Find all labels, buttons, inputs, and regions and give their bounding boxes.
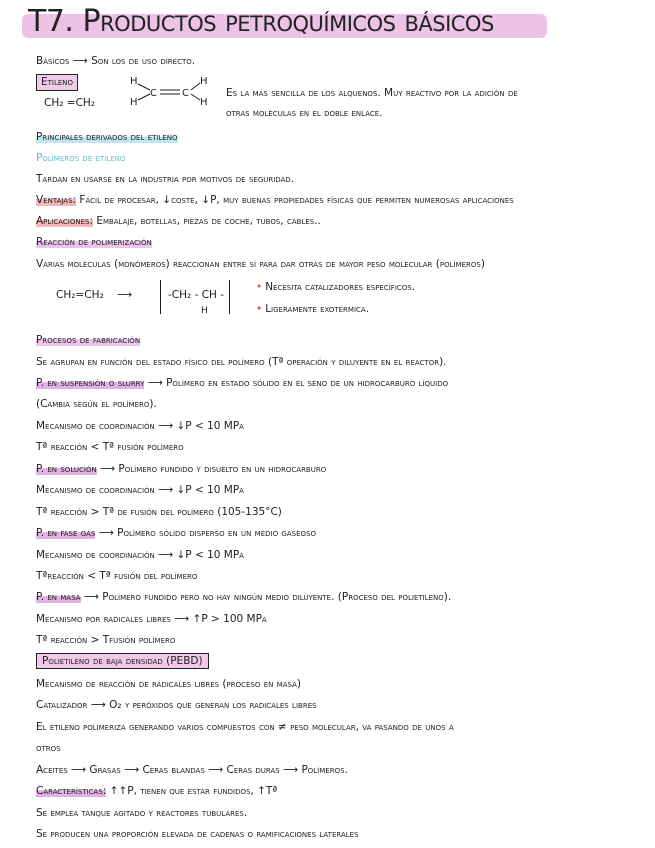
masa-text: ⟶ Polímero fundido pero no hay ningún medio diluyente. (Proceso del polietileno). xyxy=(80,591,452,603)
solucion-label: P. en solución xyxy=(36,463,97,475)
aplicaciones-text: Embalaje, botellas, piezas de coche, tubos, cables.. xyxy=(93,215,321,227)
aplicaciones-line xyxy=(36,214,321,228)
mec-1: Mecanismo de coordinación ⟶ ↓P < 10 MPa xyxy=(36,420,244,432)
gas-line xyxy=(36,526,316,540)
aplicaciones-label: Aplicaciones: xyxy=(36,215,94,227)
etileno-pol-1: El etileno polimeriza generando varios compuestos con ≠ peso molecular, va pasando de unos a xyxy=(36,721,454,733)
etileno-pol-2: otros xyxy=(36,742,61,754)
agrupan-line: Se agrupan en función del estado físico del polímero (Tª operación y diluyente en el reactor). xyxy=(36,356,447,368)
ventajas-label: Ventajas: xyxy=(36,194,77,206)
suspension-label: P. en suspensión o slurry xyxy=(36,377,145,389)
reaction-bullet-2 xyxy=(256,302,369,316)
derivados-heading: Principales derivados del etileno xyxy=(36,131,178,143)
suspension-text: ⟶ Polímero en estado sólido en el seno de un hidrocarburo líquido xyxy=(144,377,449,389)
reaction-bullet-1 xyxy=(256,280,415,294)
etileno-desc-2: otras moléculas en el doble enlace. xyxy=(226,107,383,119)
ethylene-structure-diagram xyxy=(128,72,210,112)
ventajas-line xyxy=(36,193,514,207)
suspension-line xyxy=(36,376,448,390)
mec-3: Mecanismo de coordinación ⟶ ↓P < 10 MPa xyxy=(36,549,244,561)
procesos-heading-wrap xyxy=(36,333,140,347)
reaction-arrow: ⟶ xyxy=(117,289,133,301)
caracteristicas-text: ↑↑P, tienen que estar fundidos, ↑Tª xyxy=(106,785,278,797)
etileno-label-wrap xyxy=(36,74,78,91)
temp-3: Tªreacción < Tª fusión del polímero xyxy=(36,570,198,582)
temp-4: Tª reacción > Tfusión polímero xyxy=(36,634,176,646)
varias-line: Varias moléculas (monómeros) reaccionan entre sí para dar otras de mayor peso molecular (polímeros) xyxy=(36,258,485,270)
reaction-unit: -CH₂ - CH - xyxy=(168,289,225,301)
tardan-line: Tardan en usarse en la industria por motivos de seguridad. xyxy=(36,173,295,185)
pebd-heading-wrap xyxy=(36,654,209,668)
svg-text:C: C xyxy=(150,88,157,99)
cambia-line: (Cambia según el polímero). xyxy=(36,398,157,410)
svg-text:H: H xyxy=(200,76,208,87)
basicos-line: Básicos ⟶ Son los de uso directo. xyxy=(36,55,196,67)
reaction-bullet-1-text: Necesita catalizadores específicos. xyxy=(265,281,416,293)
mec-4: Mecanismo por radicales libres ⟶ ↑P > 100 MPa xyxy=(36,613,267,625)
aceites-line: Aceites ⟶ Grasas ⟶ Ceras blandas ⟶ Ceras duras ⟶ Polímeros. xyxy=(36,764,348,776)
reaction-left: CH₂=CH₂ xyxy=(56,289,104,301)
caracteristicas-label: Características: xyxy=(36,785,107,797)
derivados-heading-wrap xyxy=(36,130,178,144)
svg-text:H: H xyxy=(200,97,208,108)
masa-label: P. en masa xyxy=(36,591,81,603)
title-text: T7. Productos petroquímicos básicos xyxy=(28,4,494,39)
etileno-desc-1: Es la más sencilla de los alquenos. Muy reactivo por la adición de xyxy=(226,87,518,99)
catalizador-line: Catalizador ⟶ O₂ y peróxidos que generan los radicales libres xyxy=(36,699,317,711)
emplea-line: Se emplea tanque agitado y reactores tubulares. xyxy=(36,807,248,819)
reaction-sub: H xyxy=(201,306,208,316)
bullet-dot: • xyxy=(256,303,263,315)
temp-1: Tª reacción < Tª fusión polímero xyxy=(36,441,184,453)
etileno-label: Etileno xyxy=(36,74,78,91)
etileno-formula: CH₂ =CH₂ xyxy=(44,97,96,109)
reaction-bullet-2-text: Ligeramente exotérmica. xyxy=(265,303,370,315)
masa-line xyxy=(36,590,451,604)
bullet-dot: • xyxy=(256,281,263,293)
solucion-line xyxy=(36,462,326,476)
reaccion-heading-wrap xyxy=(36,235,152,249)
solucion-text: ⟶ Polímero fundido y disuelto en un hidrocarburo xyxy=(96,463,327,475)
polimeros-heading: Polímeros de etileno xyxy=(36,152,126,164)
caracteristicas-line xyxy=(36,784,277,798)
reaccion-heading: Reacción de polimerización xyxy=(36,236,152,248)
procesos-heading: Procesos de fabricación xyxy=(36,334,141,346)
svg-text:H: H xyxy=(130,97,138,108)
mec-2: Mecanismo de coordinación ⟶ ↓P < 10 MPa xyxy=(36,484,244,496)
svg-text:H: H xyxy=(130,76,138,87)
mec-5: Mecanismo de reacción de radicales libres (proceso en masa) xyxy=(36,678,301,690)
pebd-heading: Polietileno de baja densidad (PEBD) xyxy=(36,653,209,669)
page-title xyxy=(22,2,642,44)
gas-label: P. en fase gas xyxy=(36,527,96,539)
gas-text: ⟶ Polímero sólido disperso en un medio gaseoso xyxy=(95,527,316,539)
temp-2: Tª reacción > Tª de fusión del polímero (105-135°C) xyxy=(36,506,282,518)
svg-text:C: C xyxy=(182,88,189,99)
ventajas-text: Fácil de procesar, ↓coste, ↓P, muy buenas propiedades físicas que permiten numerosas aplicaciones xyxy=(76,194,514,206)
producen-line: Se producen una proporción elevada de cadenas o ramificaciones laterales xyxy=(36,828,359,840)
